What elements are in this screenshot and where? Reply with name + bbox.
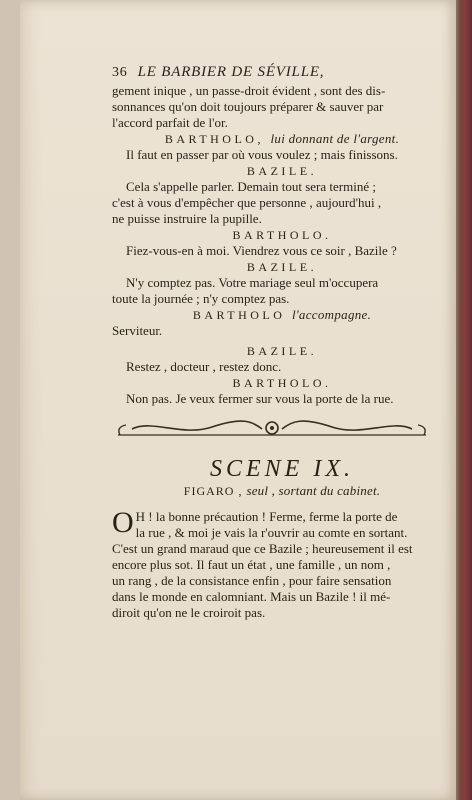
speaker-heading <box>112 343 452 359</box>
speech-line: toute la journée ; n'y comptez pas. <box>112 291 290 306</box>
page-content <box>112 64 452 621</box>
decorative-ornament <box>112 415 432 443</box>
stage-direction: lui donnant de l'argent. <box>270 131 400 146</box>
text-line: dans le monde en calomniant. Mais un Bazile ! il mé- <box>112 589 391 604</box>
text-line: H ! la bonne précaution ! Ferme, ferme la porte de <box>135 509 398 524</box>
speech-line: ne puisse instruire la pupille. <box>112 211 262 226</box>
stage-direction: l'accompagne. <box>291 307 372 322</box>
continued-speech <box>112 83 452 131</box>
drop-cap: O <box>112 506 134 539</box>
scene-text <box>112 506 452 621</box>
scene-title: SCENE IX. <box>210 456 354 482</box>
speaker-name: BAZILE. <box>246 164 318 178</box>
scene-character: FIGARO , <box>183 484 243 498</box>
speaker-name: BARTHOLO <box>192 308 286 322</box>
running-title: LE BARBIER DE SÉVILLE, <box>137 64 325 80</box>
scene-direction: seul , sortant du cabinet. <box>246 483 381 498</box>
text-line: un rang , de la consistance enfin , pour faire sensation <box>112 573 392 588</box>
speaker-heading <box>112 307 452 323</box>
speech-line: Il faut en passer par où vous voulez ; mais finissons. <box>126 147 398 162</box>
text-line: la rue , & moi je vais la r'ouvrir au comte en sortant. <box>135 525 408 540</box>
text-line: l'accord parfait de l'or. <box>112 115 228 130</box>
speaker-name: BARTHOLO. <box>232 376 332 390</box>
text-line: sonnances qu'on doit toujours préparer & sauver par <box>112 99 384 114</box>
speaker-name: BAZILE. <box>246 260 318 274</box>
text-line: gement inique , un passe-droit évident , sont des dis- <box>112 83 386 98</box>
speaker-heading <box>112 375 452 391</box>
speaker-name: BARTHOLO, <box>164 132 264 146</box>
speech-line: N'y comptez pas. Votre mariage seul m'occupera <box>126 275 379 290</box>
speech-line: c'est à vous d'empêcher que personne , aujourd'hui , <box>112 195 382 210</box>
text-line: encore plus sot. Il faut un état , une famille , un nom , <box>112 557 391 572</box>
speech-line: Restez , docteur , restez donc. <box>126 359 282 374</box>
speaker-heading <box>112 131 452 147</box>
dialogue-block <box>112 131 452 407</box>
book-binding-edge <box>454 0 472 800</box>
speaker-name: BAZILE. <box>246 344 318 358</box>
speaker-heading <box>112 227 452 243</box>
speaker-heading <box>112 163 452 179</box>
speaker-heading <box>112 259 452 275</box>
speech-line: Non pas. Je veux fermer sur vous la porte de la rue. <box>126 391 394 406</box>
speech-line: Fiez-vous-en à moi. Viendrez vous ce soir , Bazile ? <box>126 243 397 258</box>
speech-line: Serviteur. <box>112 323 163 338</box>
speaker-name: BARTHOLO. <box>232 228 332 242</box>
text-line: diroit qu'on ne le croiroit pas. <box>112 605 266 620</box>
page-header <box>112 64 452 81</box>
page-number: 36 <box>112 65 128 80</box>
scene-subtitle <box>112 483 452 499</box>
book-page <box>20 0 456 800</box>
text-line: C'est un grand maraud que ce Bazile ; heureusement il est <box>112 541 413 556</box>
speech-line: Cela s'appelle parler. Demain tout sera terminé ; <box>126 179 376 194</box>
